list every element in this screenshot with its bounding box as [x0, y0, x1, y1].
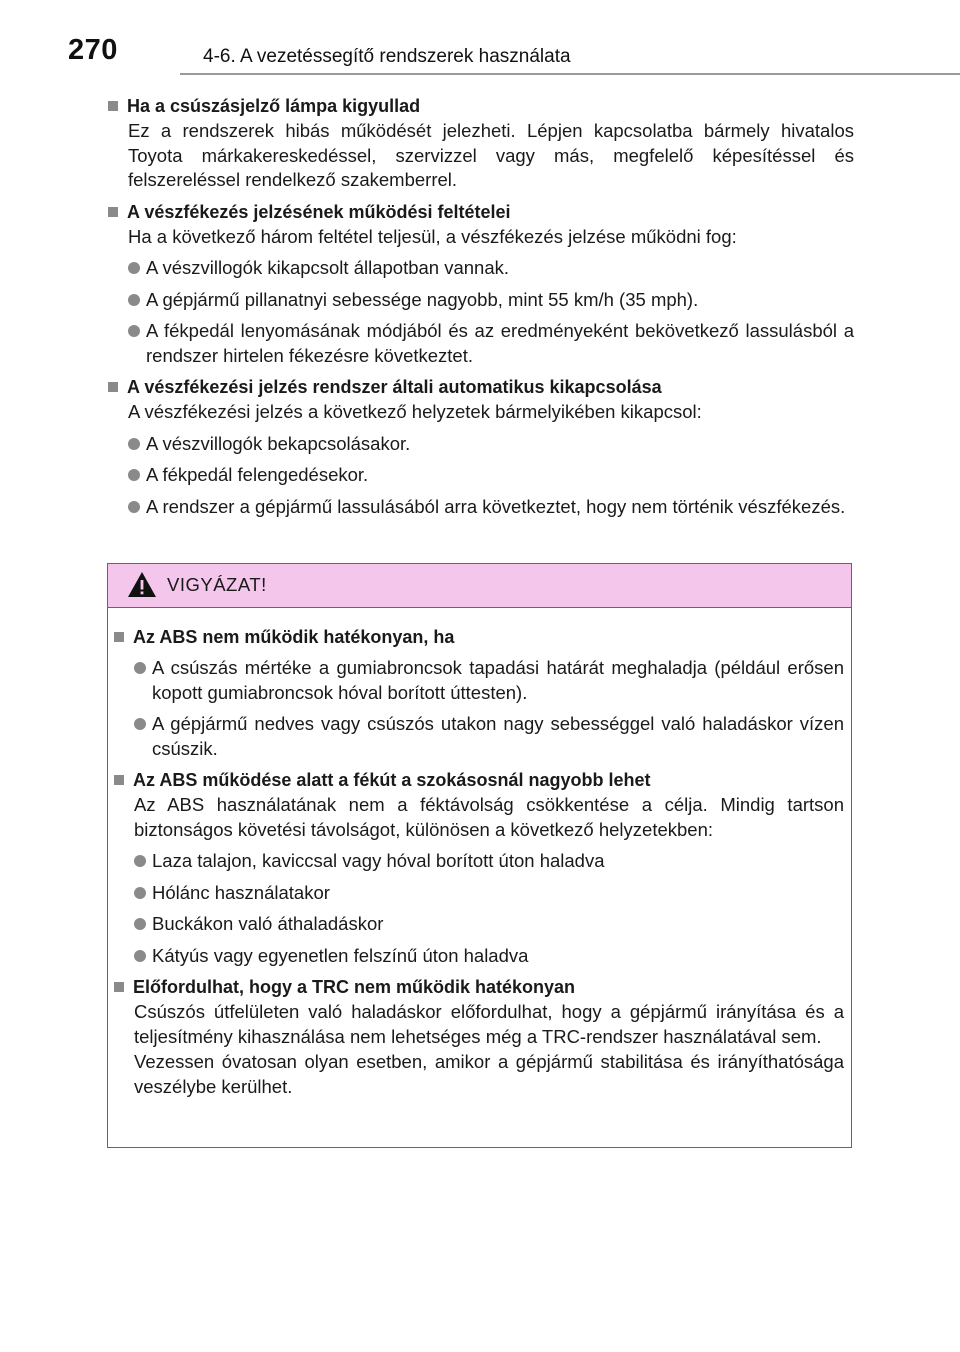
list-item: A csúszás mértéke a gumiabroncsok tapadási határát meghaladja (például erősen kopott gumiabroncsok hóval borított úttesten).	[134, 656, 844, 705]
list-item: A vészvillogók bekapcsolásakor.	[128, 432, 854, 457]
list-item: A fékpedál felengedésekor.	[128, 463, 854, 488]
section-text: A vészfékezési jelzés a következő helyzetek bármelyikében kikapcsol:	[128, 401, 702, 422]
list-item: Buckákon való áthaladáskor	[134, 912, 844, 937]
round-bullet-icon	[128, 438, 140, 450]
list-item: A gépjármű nedves vagy csúszós utakon nagy sebességgel való haladáskor vízen csúszik.	[134, 712, 844, 761]
section-text: Vezessen óvatosan olyan esetben, amikor a gépjármű stabilitása és irányíthatósága veszélybe kerülhet.	[134, 1051, 844, 1097]
main-content	[108, 94, 854, 519]
warning-triangle-icon	[127, 571, 157, 598]
round-bullet-icon	[128, 262, 140, 274]
list-item: A gépjármű pillanatnyi sebessége nagyobb, mint 55 km/h (35 mph).	[128, 288, 854, 313]
list-item: Kátyús vagy egyenetlen felszínű úton haladva	[134, 944, 844, 969]
square-bullet-icon	[114, 632, 124, 642]
section-heading: A vészfékezési jelzés rendszer általi automatikus kikapcsolása	[108, 375, 854, 399]
section-heading: Ha a csúszásjelző lámpa kigyullad	[108, 94, 854, 118]
list-item: A rendszer a gépjármű lassulásából arra következtet, hogy nem történik vészfékezés.	[128, 495, 854, 520]
round-bullet-icon	[128, 501, 140, 513]
section-heading: Az ABS működése alatt a fékút a szokásosnál nagyobb lehet	[114, 768, 844, 792]
section-heading: A vészfékezés jelzésének működési feltételei	[108, 200, 854, 224]
caution-title: VIGYÁZAT!	[167, 574, 267, 595]
list-item: A vészvillogók kikapcsolt állapotban vannak.	[128, 256, 854, 281]
round-bullet-icon	[134, 918, 146, 930]
page-header	[0, 0, 960, 80]
header-divider	[180, 73, 960, 75]
square-bullet-icon	[108, 207, 118, 217]
round-bullet-icon	[134, 950, 146, 962]
list-item: Laza talajon, kaviccsal vagy hóval borított úton haladva	[134, 849, 844, 874]
square-bullet-icon	[108, 382, 118, 392]
round-bullet-icon	[134, 887, 146, 899]
round-bullet-icon	[134, 718, 146, 730]
caution-box	[107, 563, 852, 1148]
section-text: Ha a következő három feltétel teljesül, a vészfékezés jelzése működni fog:	[128, 225, 737, 247]
caution-body	[114, 625, 844, 1099]
round-bullet-icon	[134, 662, 146, 674]
square-bullet-icon	[114, 775, 124, 785]
round-bullet-icon	[128, 294, 140, 306]
list-item: A fékpedál lenyomásának módjából és az eredményeként bekövetkező lassulásból a rendszer hirtelen fékezésre következtet.	[128, 319, 854, 368]
round-bullet-icon	[128, 469, 140, 481]
list-item: Hólánc használatakor	[134, 881, 844, 906]
page-number: 270	[68, 34, 118, 66]
section-text: Ez a rendszerek hibás működését jelezheti. Lépjen kapcsolatba bármely hivatalos Toyota márkakereskedéssel, szervizzel vagy más, megfelelő képesítéssel és felszereléssel rendelkező szakemberrel.	[128, 120, 854, 190]
section-text: Az ABS használatának nem a féktávolság csökkentése a célja. Mindig tartson biztonságos követési távolságot, különösen a következő helyzetekben:	[134, 794, 844, 840]
section-heading: Az ABS nem működik hatékonyan, ha	[114, 625, 844, 649]
chapter-title: 4-6. A vezetéssegítő rendszerek használata	[203, 46, 571, 67]
round-bullet-icon	[128, 325, 140, 337]
square-bullet-icon	[114, 982, 124, 992]
section-heading: Előfordulhat, hogy a TRC nem működik hatékonyan	[114, 975, 844, 999]
square-bullet-icon	[108, 101, 118, 111]
caution-header	[108, 564, 851, 608]
round-bullet-icon	[134, 855, 146, 867]
section-text: Csúszós útfelületen való haladáskor előfordulhat, hogy a gépjármű irányítása és a teljesítmény kihasználása nem lehetséges még a TRC-rendszer használatával sem.	[134, 1001, 844, 1047]
